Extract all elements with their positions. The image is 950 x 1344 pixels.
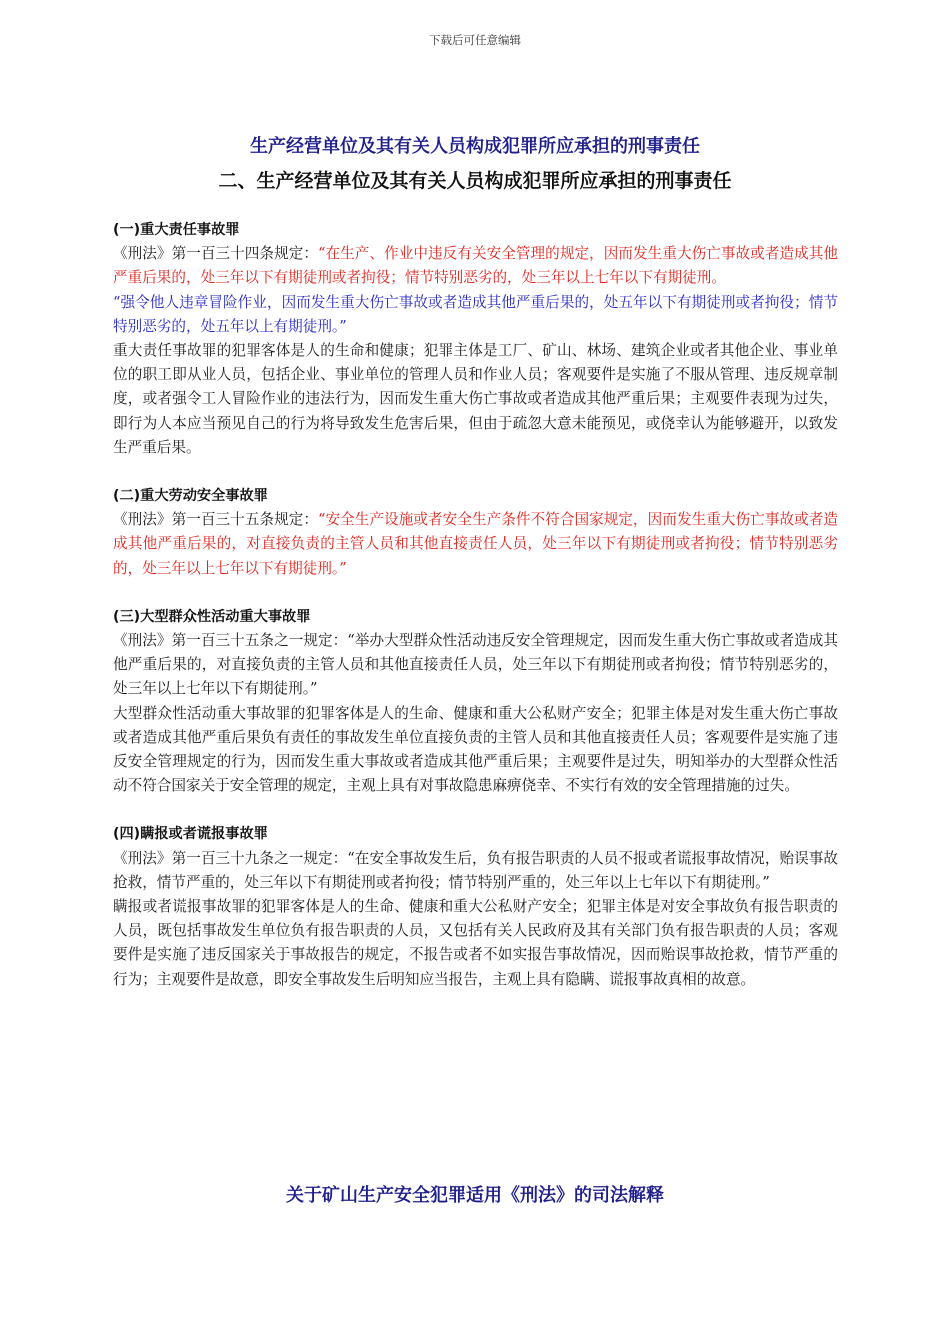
document-title: 生产经营单位及其有关人员构成犯罪所应承担的刑事责任: [250, 136, 700, 157]
law-quote-continued: “强令他人违章冒险作业，因而发生重大伤亡事故或者造成其他严重后果的，处五年以下有期徒刑或者拘役；情节特别恶劣的，处五年以上有期徒刑。”: [113, 293, 838, 335]
law-quote: “安全生产设施或者安全生产条件不符合国家规定，因而发生重大伤亡事故或者造成其他严重后果的，对直接负责的主管人员和其他直接责任人员，处三年以下有期徒刑或者拘役；情节特别恶劣的，处三年以上七年以下有期徒刑。”: [113, 511, 838, 577]
law-article: [113, 508, 838, 581]
law-article: [113, 242, 838, 290]
next-section-title: 关于矿山生产安全犯罪适用《刑法》的司法解释: [286, 1185, 664, 1206]
document-body: [113, 218, 838, 1016]
section-title: 二、生产经营单位及其有关人员构成犯罪所应承担的刑事责任: [218, 170, 732, 192]
law-citation: 《刑法》第一百三十五条规定：: [113, 511, 319, 529]
law-article: 《刑法》第一百三十五条之一规定：“举办大型群众性活动违反安全管理规定，因而发生重大伤亡事故或者造成其他严重后果的，对直接负责的主管人员和其他直接责任人员，处三年以下有期徒刑或者拘役；情节特别恶劣的，处三年以上七年以下有期徒刑。”: [113, 632, 838, 698]
section-heading: (三)大型群众性活动重大事故罪: [113, 608, 311, 625]
crime-analysis: 瞒报或者谎报事故罪的犯罪客体是人的生命、健康和重大公私财产安全；犯罪主体是对安全事故负有报告职责的人员，既包括事故发生单位负有报告职责的人员，又包括有关人民政府及其有关部门负有报告职责的人员；客观要件是实施了违反国家关于事故报告的规定，不报告或者不如实报告事故情况，因而贻误事故抢救，情节严重的行为；主观要件是故意，即安全事故发生后明知应当报告，主观上具有隐瞒、谎报事故真相的故意。: [113, 898, 838, 988]
section-2: [113, 484, 838, 581]
law-citation: 《刑法》第一百三十四条规定：: [113, 245, 319, 263]
section-heading: (二)重大劳动安全事故罪: [113, 488, 268, 505]
crime-analysis: 大型群众性活动重大事故罪的犯罪客体是人的生命、健康和重大公私财产安全；犯罪主体是对发生重大伤亡事故或者造成其他严重后果负有责任的事故发生单位直接负责的主管人员和其他直接责任人员；客观要件是实施了违反安全管理规定的行为，因而发生重大事故或者造成其他严重后果；主观要件是过失，明知举办的大型群众性活动不符合国家关于安全管理的规定，主观上具有对事故隐患麻痹侥幸、不实行有效的安全管理措施的过失。: [113, 704, 838, 795]
section-4: [113, 822, 838, 991]
page-header-note: 下载后可任意编辑: [429, 33, 521, 47]
crime-analysis: 重大责任事故罪的犯罪客体是人的生命和健康；犯罪主体是工厂、矿山、林场、建筑企业或者其他企业、事业单位的职工即从业人员，包括企业、事业单位的管理人员和作业人员；客观要件是实施了不服从管理、违反规章制度，或者强令工人冒险作业的违法行为，因而发生重大伤亡事故或者造成其他严重后果；主观要件表现为过失，即行为人本应当预见自己的行为将导致发生危害后果，但由于疏忽大意未能预见，或侥幸认为能够避开，以致发生严重后果。: [113, 342, 838, 456]
section-heading: (四)瞒报或者谎报事故罪: [113, 826, 268, 843]
section-1: [113, 218, 838, 460]
section-heading: (一)重大责任事故罪: [113, 222, 240, 238]
law-article: 《刑法》第一百三十九条之一规定：“在安全事故发生后，负有报告职责的人员不报或者谎报事故情况，贻误事故抢救，情节严重的，处三年以下有期徒刑或者拘役；情节特别严重的，处三年以上七年以下有期徒刑。”: [113, 849, 838, 891]
law-quote: “在生产、作业中违反有关安全管理的规定，因而发生重大伤亡事故或者造成其他严重后果的，处三年以下有期徒刑或者拘役；情节特别恶劣的，处三年以上七年以下有期徒刑。: [113, 245, 838, 287]
section-3: [113, 605, 838, 799]
